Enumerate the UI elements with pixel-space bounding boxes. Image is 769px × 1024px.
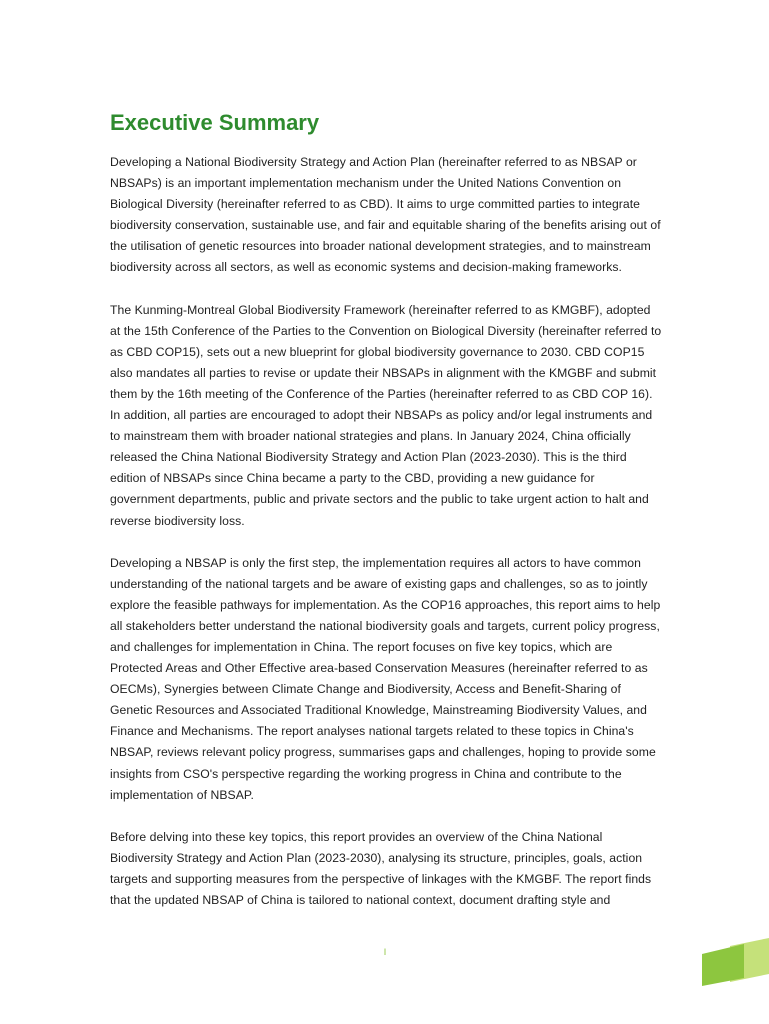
paragraph-2: The Kunming-Montreal Global Biodiversity Framework (hereinafter referred to as KMGBF), adopted at the 15th Conference of the Parties to the Convention on Biological Diversity (hereinafter referred to as CBD COP15), sets out a new blueprint for global biodiversity governance to 2030. CBD COP15 also mandates all parties to revise or update their NBSAPs in alignment with the KMGBF and submit them by the 16th meeting of the Conference of the Parties (hereinafter referred to as CBD COP 16). In addition, all parties are encouraged to adopt their NBSAPs as policy and/or legal instruments and to mainstream them with broader national strategies and plans. In January 2024, China officially released the China National Biodiversity Strategy and Action Plan (2023-2030). This is the third edition of NBSAPs since China became a party to the CBD, providing a new guidance for government departments, public and private sectors and the public to take urgent action to halt and reverse biodiversity loss. bbox=[110, 302, 662, 528]
paragraph-1: Developing a National Biodiversity Strategy and Action Plan (hereinafter referred to as NBSAP or NBSAPs) is an important implementation mechanism under the United Nations Convention on Biological Diversity (hereinafter referred to as CBD). It aims to urge committed parties to integrate biodiversity conservation, sustainable use, and fair and equitable sharing of the benefits arising out of the utilisation of genetic resources into broader national development strategies, and to mainstream biodiversity across all sectors, as well as economic systems and decision-making frameworks. bbox=[110, 155, 661, 275]
page-number: I bbox=[383, 947, 387, 957]
corner-decoration-icon bbox=[700, 938, 769, 986]
paragraph-4: Before delving into these key topics, this report provides an overview of the China National Biodiversity Strategy and Action Plan (2023-2030), analysing its structure, principles, goals, action targets and supporting measures from the perspective of linkages with the KMGBF. The report finds that the updated NBSAP of China is tailored to national context, document drafting style and bbox=[110, 829, 652, 907]
document-body bbox=[110, 152, 662, 932]
page-title: Executive Summary bbox=[110, 110, 320, 135]
paragraph-3: Developing a NBSAP is only the first step, the implementation requires all actors to have common understanding of the national targets and be aware of existing gaps and challenges, so as to jointly explore the feasible pathways for implementation. As the COP16 approaches, this report aims to help all stakeholders better understand the national biodiversity goals and targets, current policy progress, and challenges for implementation in China. The report focuses on five key topics, which are Protected Areas and Other Effective area-based Conservation Measures (hereinafter referred to as OECMs), Synergies between Climate Change and Biodiversity, Access and Benefit-Sharing of Genetic Resources and Associated Traditional Knowledge, Mainstreaming Biodiversity Values, and Finance and Mechanisms. The report analyses national targets related to these topics in China's NBSAP, reviews relevant policy progress, summarises gaps and challenges, hoping to provide some insights from CSO's perspective regarding the working progress in China and contribute to the implementation of NBSAP. bbox=[110, 555, 661, 802]
